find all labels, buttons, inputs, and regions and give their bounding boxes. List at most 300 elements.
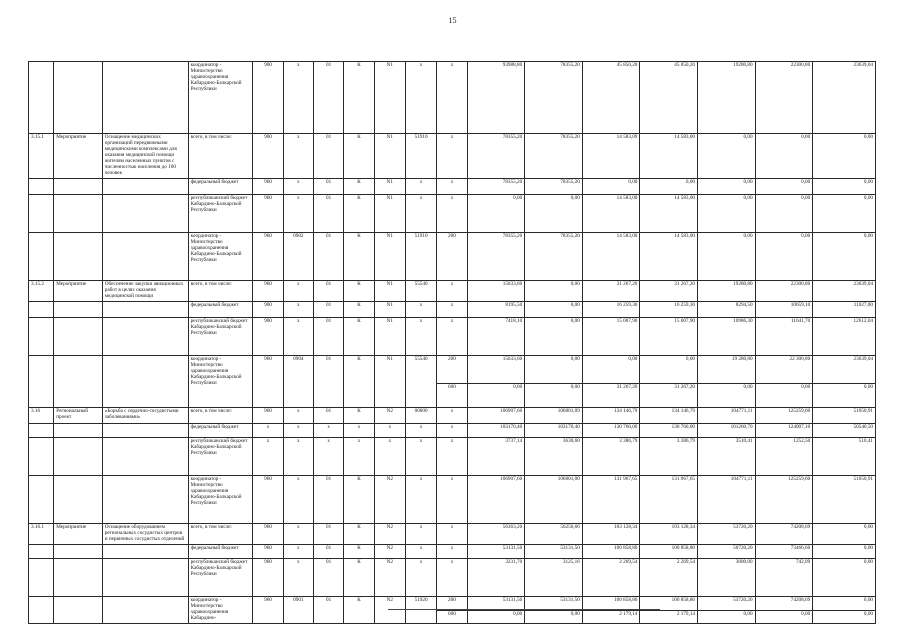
- amount-v5: 53720,20: [698, 596, 756, 610]
- row-type: Мероприятие: [54, 523, 103, 544]
- amount-v2: 78355,20: [525, 178, 583, 194]
- code-om: N2: [374, 475, 405, 523]
- amount-v3: 0,00: [582, 355, 640, 383]
- amount-v2: 0,00: [525, 301, 583, 317]
- amount-v5: 3510,41: [698, 437, 756, 475]
- code-vr: x: [437, 407, 467, 423]
- code-pp: x: [344, 437, 374, 475]
- amount-v2: 0,00: [525, 280, 583, 301]
- code-grbs: 960: [253, 62, 283, 134]
- code-grbs: 960: [253, 475, 283, 523]
- amount-v2: 0,00: [525, 194, 583, 232]
- amount-v6: 74208,69: [755, 596, 813, 610]
- amount-v7: 0,00: [813, 178, 876, 194]
- row-number: [29, 301, 54, 317]
- code-gp: 01: [313, 544, 343, 558]
- funding-source: всего, в том числе:: [188, 407, 253, 423]
- row-type: [54, 317, 103, 355]
- amount-v1: 78355,20: [467, 134, 525, 179]
- amount-v7: 23639,04: [813, 355, 876, 383]
- code-gp: 01: [313, 407, 343, 423]
- row-type: [54, 544, 103, 558]
- row-title: [102, 423, 188, 437]
- amount-v7: 51050,91: [813, 407, 876, 423]
- row-type: [54, 62, 103, 134]
- row-type: [54, 301, 103, 317]
- amount-v2: 0,00: [525, 610, 583, 623]
- code-om: x: [374, 423, 405, 437]
- code-pp: К: [344, 178, 374, 194]
- amount-v7: 0,00: [813, 610, 876, 623]
- code-vr: x: [437, 317, 467, 355]
- amount-v7: 51050,91: [813, 475, 876, 523]
- amount-v3: 0,00: [582, 178, 640, 194]
- amount-v4: 0,00: [640, 178, 698, 194]
- amount-v3: 14 583,00: [582, 194, 640, 232]
- code-gp: 01: [313, 178, 343, 194]
- amount-v7: 0,00: [813, 232, 876, 280]
- amount-v5: 10986,30: [698, 317, 756, 355]
- amount-v4: 15 007,90: [640, 317, 698, 355]
- row-number: [29, 317, 54, 355]
- code-cs: 51910: [405, 134, 436, 179]
- code-om: N2: [374, 596, 405, 623]
- code-cs: x: [405, 62, 436, 134]
- amount-v6: 0,00: [755, 178, 813, 194]
- row-title: [102, 558, 188, 596]
- row-type: [54, 475, 103, 523]
- amount-v4: 31 267,20: [640, 280, 698, 301]
- amount-v6: 125259,60: [755, 475, 813, 523]
- code-grbs: 960: [253, 544, 283, 558]
- amount-v5: 19280,80: [698, 62, 756, 134]
- code-rz: x: [283, 558, 313, 596]
- amount-v7: 23639,04: [813, 62, 876, 134]
- funding-source: координатор - Министерство здравоохранения Кабардино-: [188, 596, 253, 623]
- table-row: [29, 523, 876, 544]
- amount-v5: 0,00: [698, 383, 756, 407]
- code-cs: x: [405, 178, 436, 194]
- funding-source: республиканский бюджет Кабардино-Балкарской Республики: [188, 558, 253, 596]
- amount-v1: 56363,20: [467, 523, 525, 544]
- amount-v5: 8294,50: [698, 301, 756, 317]
- code-vr: 200: [437, 355, 467, 383]
- amount-v7: 0,00: [813, 194, 876, 232]
- code-gp: 01: [313, 475, 343, 523]
- row-type: [54, 596, 103, 623]
- code-vr: x: [437, 134, 467, 179]
- code-grbs: 960: [253, 596, 283, 623]
- amount-v5: 101260,70: [698, 423, 756, 437]
- table-row: [29, 437, 876, 475]
- amount-v2: 53131,50: [525, 544, 583, 558]
- amount-v6: 0,00: [755, 383, 813, 407]
- row-number: [29, 423, 54, 437]
- amount-v1: 0,00: [467, 383, 525, 407]
- amount-v5: 53720,20: [698, 523, 756, 544]
- code-vr: x: [437, 178, 467, 194]
- code-gp: 01: [313, 596, 343, 623]
- amount-v2: 56256,66: [525, 523, 583, 544]
- amount-v7: 0,00: [813, 558, 876, 596]
- amount-v4: 14 583,00: [640, 232, 698, 280]
- code-rz: x: [283, 423, 313, 437]
- code-om: N1: [374, 355, 405, 407]
- funding-source: координатор - Министерство здравоохранения Кабардино-Балкарской Республики: [188, 62, 253, 134]
- code-rz: x: [283, 178, 313, 194]
- amount-v3: 14 583,00: [582, 232, 640, 280]
- amount-v6: 11641,70: [755, 317, 813, 355]
- row-title: [102, 232, 188, 280]
- code-rz: x: [283, 523, 313, 544]
- code-rz: x: [283, 134, 313, 179]
- table-row: [29, 134, 876, 179]
- code-vr: 200: [437, 596, 467, 610]
- code-rz: 0901: [283, 596, 313, 623]
- amount-v4: 31 267,20: [640, 383, 698, 407]
- amount-v2: 0,00: [525, 383, 583, 407]
- amount-v6: 10659,10: [755, 301, 813, 317]
- amount-v6: 22300,80: [755, 62, 813, 134]
- code-rz: x: [283, 317, 313, 355]
- table-row: [29, 317, 876, 355]
- amount-v7: 11027,00: [813, 301, 876, 317]
- code-vr: x: [437, 544, 467, 558]
- row-title: [102, 355, 188, 407]
- row-number: [29, 232, 54, 280]
- code-pp: К: [344, 407, 374, 423]
- table-row: [29, 423, 876, 437]
- amount-v4: 14 583,00: [640, 194, 698, 232]
- amount-v4: 3 386,79: [640, 437, 698, 475]
- amount-v1: 0,00: [467, 610, 525, 623]
- amount-v3: 14 583,09: [582, 134, 640, 179]
- code-pp: К: [344, 596, 374, 623]
- code-om: N2: [374, 558, 405, 596]
- funding-source: всего, в том числе:: [188, 523, 253, 544]
- amount-v1: 15633,60: [467, 355, 525, 383]
- row-type: [54, 178, 103, 194]
- table-row: [29, 301, 876, 317]
- row-number: [29, 558, 54, 596]
- amount-v1: 78355,20: [467, 178, 525, 194]
- code-om: N1: [374, 178, 405, 194]
- row-number: [29, 596, 54, 623]
- code-grbs: 960: [253, 523, 283, 544]
- row-title: Обеспечение закупки авиационных работ в целях оказания медицинской помощи: [102, 280, 188, 301]
- code-pp: К: [344, 317, 374, 355]
- funding-source: федеральный бюджет: [188, 423, 253, 437]
- amount-v6: 125259,60: [755, 407, 813, 423]
- amount-v1: 93988,80: [467, 62, 525, 134]
- amount-v7: 23639,04: [813, 280, 876, 301]
- code-rz: x: [283, 62, 313, 134]
- amount-v4: 0,00: [640, 355, 698, 383]
- amount-v1: 53131,50: [467, 544, 525, 558]
- row-title: [102, 62, 188, 134]
- table-row: [29, 232, 876, 280]
- amount-v5: 0,00: [698, 134, 756, 179]
- code-gp: 01: [313, 301, 343, 317]
- amount-v3: 130 760,00: [582, 423, 640, 437]
- code-grbs: 960: [253, 178, 283, 194]
- funding-source: республиканский бюджет Кабардино-Балкарской Республики: [188, 317, 253, 355]
- code-vr: x: [437, 194, 467, 232]
- code-cs: x: [405, 523, 436, 544]
- code-vr: x: [437, 437, 467, 475]
- code-grbs: x: [253, 423, 283, 437]
- amount-v2: 3125,16: [525, 558, 583, 596]
- amount-v7: 0,00: [813, 134, 876, 179]
- amount-v5: 19 280,80: [698, 355, 756, 383]
- amount-v5: 0,00: [698, 232, 756, 280]
- code-vr: x: [437, 62, 467, 134]
- code-rz: x: [283, 301, 313, 317]
- amount-v3: 16 259,30: [582, 301, 640, 317]
- row-number: [29, 194, 54, 232]
- amount-v3: 100 858,80: [582, 544, 640, 558]
- amount-v1: 103170,40: [467, 423, 525, 437]
- code-cs: 51910: [405, 232, 436, 280]
- code-vr: x: [437, 423, 467, 437]
- amount-v7: 510,41: [813, 437, 876, 475]
- table-row: [29, 475, 876, 523]
- code-pp: К: [344, 232, 374, 280]
- amount-v6: 73466,60: [755, 544, 813, 558]
- code-rz: x: [283, 407, 313, 423]
- code-om: x: [374, 437, 405, 475]
- amount-v3: 2 179,14: [582, 610, 640, 623]
- code-cs: x: [405, 475, 436, 523]
- row-type: Мероприятие: [54, 134, 103, 179]
- amount-v6: 124007,10: [755, 423, 813, 437]
- code-cs: 51920: [405, 596, 436, 623]
- funding-source: всего, в том числе:: [188, 134, 253, 179]
- row-title: Оснащение медицинских организаций передвижными медицинскими комплексами для оказания медицинской помощи жителям населенных пунктов с численностью населения до 100 человек: [102, 134, 188, 179]
- code-grbs: 960: [253, 355, 283, 407]
- amount-v7: 12612,04: [813, 317, 876, 355]
- code-cs: 55540: [405, 280, 436, 301]
- row-title: [102, 437, 188, 475]
- footer-rule: [388, 609, 660, 610]
- funding-source: координатор - Министерство здравоохранения Кабардино-Балкарской Республики: [188, 355, 253, 407]
- code-gp: x: [313, 423, 343, 437]
- amount-v6: 22 300,80: [755, 355, 813, 383]
- code-om: N1: [374, 62, 405, 134]
- code-pp: К: [344, 475, 374, 523]
- amount-v3: 45 850,20: [582, 62, 640, 134]
- row-title: [102, 178, 188, 194]
- row-number: [29, 62, 54, 134]
- code-grbs: x: [253, 437, 283, 475]
- code-gp: 01: [313, 62, 343, 134]
- amount-v3: 103 128,34: [582, 523, 640, 544]
- amount-v2: 103170,40: [525, 423, 583, 437]
- amount-v6: 1252,50: [755, 437, 813, 475]
- amount-v1: 3737,14: [467, 437, 525, 475]
- code-gp: 01: [313, 232, 343, 280]
- code-rz: x: [283, 437, 313, 475]
- code-vr: 600: [437, 610, 467, 623]
- code-rz: x: [283, 280, 313, 301]
- amount-v2: 78355,20: [525, 134, 583, 179]
- amount-v6: 0,00: [755, 232, 813, 280]
- row-type: [54, 355, 103, 407]
- code-gp: 01: [313, 194, 343, 232]
- row-title: [102, 317, 188, 355]
- code-vr: 600: [437, 383, 467, 407]
- amount-v2: 106801,09: [525, 407, 583, 423]
- code-pp: К: [344, 544, 374, 558]
- code-vr: x: [437, 475, 467, 523]
- amount-v5: 104771,11: [698, 407, 756, 423]
- row-title: «Борьба с сердечно-сосудистыми заболеваниями»: [102, 407, 188, 423]
- funding-source: республиканский бюджет Кабардино-Балкарской Республики: [188, 437, 253, 475]
- row-type: [54, 232, 103, 280]
- code-pp: К: [344, 62, 374, 134]
- amount-v4: 100 858,80: [640, 596, 698, 610]
- row-type: [54, 437, 103, 475]
- amount-v4: 14 583,00: [640, 134, 698, 179]
- code-pp: К: [344, 523, 374, 544]
- code-pp: К: [344, 301, 374, 317]
- amount-v5: 0,00: [698, 178, 756, 194]
- amount-v7: 0,00: [813, 544, 876, 558]
- code-pp: К: [344, 558, 374, 596]
- amount-v1: 78355,20: [467, 232, 525, 280]
- table-row: [29, 407, 876, 423]
- code-vr: x: [437, 523, 467, 544]
- row-type: Региональный проект: [54, 407, 103, 423]
- funding-source: федеральный бюджет: [188, 301, 253, 317]
- row-number: 3.15.1: [29, 134, 54, 179]
- amount-v1: 3231,70: [467, 558, 525, 596]
- row-type: Мероприятие: [54, 280, 103, 301]
- amount-v7: 0,00: [813, 596, 876, 610]
- amount-v4: 131 967,65: [640, 475, 698, 523]
- table-row: [29, 355, 876, 383]
- code-rz: 0904: [283, 355, 313, 407]
- amount-v5: 3000,00: [698, 558, 756, 596]
- code-grbs: 960: [253, 232, 283, 280]
- budget-table: [28, 61, 876, 624]
- amount-v2: 0,00: [525, 355, 583, 383]
- page-number: 15: [448, 16, 457, 25]
- code-pp: К: [344, 134, 374, 179]
- row-title: [102, 194, 188, 232]
- code-pp: К: [344, 194, 374, 232]
- row-title: [102, 544, 188, 558]
- amount-v7: 0,00: [813, 383, 876, 407]
- amount-v2: 3630,60: [525, 437, 583, 475]
- amount-v4: 103 128,34: [640, 523, 698, 544]
- row-title: Оснащение оборудованием региональных сосудистых центров и первичных сосудистых отделений: [102, 523, 188, 544]
- code-gp: 01: [313, 355, 343, 407]
- table-row: [29, 178, 876, 194]
- amount-v5: 0,00: [698, 194, 756, 232]
- code-om: N2: [374, 544, 405, 558]
- amount-v6: 742,09: [755, 558, 813, 596]
- code-gp: 01: [313, 317, 343, 355]
- amount-v2: 106801,00: [525, 475, 583, 523]
- code-om: N1: [374, 317, 405, 355]
- amount-v1: 8195,50: [467, 301, 525, 317]
- row-number: [29, 178, 54, 194]
- amount-v1: 106907,60: [467, 475, 525, 523]
- amount-v6: 0,00: [755, 610, 813, 623]
- amount-v3: 100 858,80: [582, 596, 640, 610]
- code-cs: x: [405, 423, 436, 437]
- code-pp: К: [344, 280, 374, 301]
- row-number: 3.15.2: [29, 280, 54, 301]
- code-grbs: 960: [253, 301, 283, 317]
- table-row: [29, 596, 876, 610]
- amount-v4: 16 259,30: [640, 301, 698, 317]
- table-row: [29, 280, 876, 301]
- amount-v6: 22300,80: [755, 280, 813, 301]
- amount-v4: 2 179,14: [640, 610, 698, 623]
- row-number: [29, 475, 54, 523]
- amount-v1: 106907,60: [467, 407, 525, 423]
- code-gp: 01: [313, 134, 343, 179]
- amount-v1: 7418,10: [467, 317, 525, 355]
- amount-v3: 3 386,79: [582, 437, 640, 475]
- amount-v4: 45 850,20: [640, 62, 698, 134]
- code-cs: x: [405, 437, 436, 475]
- table-row: [29, 558, 876, 596]
- table-row: [29, 544, 876, 558]
- code-om: N1: [374, 134, 405, 179]
- funding-source: республиканский бюджет Кабардино-Балкарской Республики: [188, 194, 253, 232]
- funding-source: всего, в том числе:: [188, 280, 253, 301]
- code-grbs: 960: [253, 280, 283, 301]
- code-grbs: 960: [253, 194, 283, 232]
- code-grbs: 960: [253, 317, 283, 355]
- amount-v5: 50720,20: [698, 544, 756, 558]
- code-gp: 01: [313, 280, 343, 301]
- amount-v4: 2 269,54: [640, 558, 698, 596]
- code-pp: x: [344, 423, 374, 437]
- amount-v4: 130 760,00: [640, 423, 698, 437]
- row-number: 3.16.1: [29, 523, 54, 544]
- code-om: N1: [374, 232, 405, 280]
- amount-v2: 78355,20: [525, 62, 583, 134]
- amount-v3: 31 267,20: [582, 280, 640, 301]
- amount-v3: 2 269,54: [582, 558, 640, 596]
- amount-v3: 15 007,90: [582, 317, 640, 355]
- code-cs: 55540: [405, 355, 436, 407]
- code-rz: 0902: [283, 232, 313, 280]
- row-number: [29, 437, 54, 475]
- funding-source: федеральный бюджет: [188, 544, 253, 558]
- row-type: [54, 558, 103, 596]
- funding-source: координатор - Министерство здравоохранения Кабардино-Балкарской Республики: [188, 232, 253, 280]
- code-om: N1: [374, 301, 405, 317]
- funding-source: координатор - Министерство здравоохранения Кабардино-Балкарской Республики: [188, 475, 253, 523]
- row-title: [102, 596, 188, 623]
- row-title: [102, 301, 188, 317]
- amount-v7: 0,00: [813, 523, 876, 544]
- code-pp: К: [344, 355, 374, 407]
- code-vr: x: [437, 558, 467, 596]
- code-om: N1: [374, 280, 405, 301]
- amount-v6: 0,00: [755, 194, 813, 232]
- code-rz: x: [283, 475, 313, 523]
- code-cs: 00000: [405, 407, 436, 423]
- table-row: [29, 194, 876, 232]
- code-rz: x: [283, 544, 313, 558]
- row-number: [29, 355, 54, 407]
